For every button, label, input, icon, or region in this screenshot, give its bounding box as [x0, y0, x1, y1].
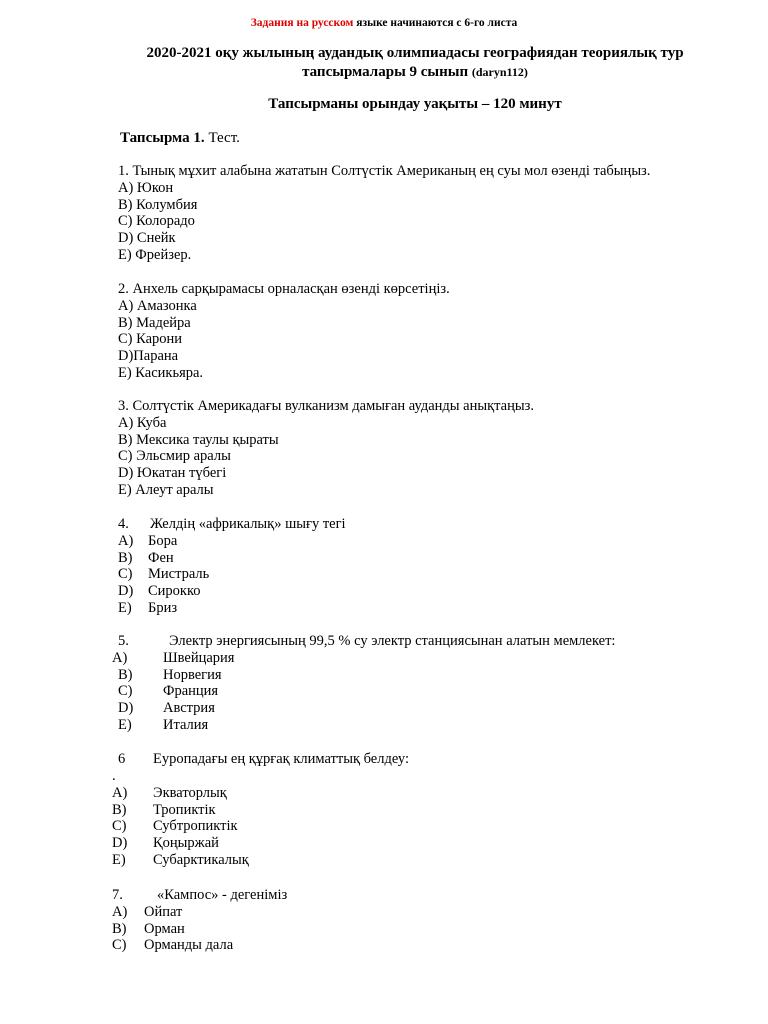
option: D) Снейк: [118, 230, 176, 247]
option-text: Норвегия: [163, 666, 222, 683]
option-letter: B): [118, 549, 133, 566]
option-text: Экваторлық: [153, 784, 227, 801]
option: A) Амазонка: [118, 297, 197, 314]
option: E) Касикьяра.: [118, 364, 204, 381]
question-3: [118, 398, 534, 499]
option: [112, 852, 409, 869]
option: [112, 802, 409, 819]
option-letter: B): [118, 666, 133, 683]
option: [112, 921, 287, 938]
option-text: Субарктикалық: [153, 851, 249, 868]
option: D)Парана: [118, 348, 179, 365]
option: [112, 667, 615, 684]
option: [118, 533, 346, 550]
question-2: [118, 281, 450, 382]
option: [118, 600, 346, 617]
option-text: Тропиктік: [153, 801, 216, 818]
task-label: Тапсырма 1.: [120, 130, 205, 146]
option-letter: C): [112, 937, 127, 954]
stray-dot: .: [112, 767, 116, 784]
option: [118, 550, 346, 567]
option-text: Мистраль: [148, 566, 210, 583]
option: C) Колорадо: [118, 213, 195, 230]
option-text: Фен: [148, 549, 174, 566]
question-7: [112, 887, 287, 954]
option: [112, 683, 615, 700]
title-line-2: [100, 63, 730, 82]
option: B) Колумбия: [118, 196, 198, 213]
question-4: [118, 516, 346, 617]
option: [112, 717, 615, 734]
duration-line: Тапсырманы орындау уақыты – 120 минут: [268, 96, 562, 112]
option: C) Карони: [118, 331, 183, 348]
option-letter: A): [118, 532, 134, 549]
option: E) Алеут аралы: [118, 481, 214, 498]
option: [112, 785, 409, 802]
question-1: [118, 163, 650, 264]
option: [112, 937, 287, 954]
option-letter: B): [112, 920, 127, 937]
option-letter: B): [112, 801, 127, 818]
question-text: 3. Солтүстік Америкадағы вулканизм дамыған ауданды анықтаңыз.: [118, 398, 534, 414]
question-text: [112, 887, 287, 904]
option-letter: E): [118, 599, 132, 616]
option-text: Швейцария: [163, 649, 235, 666]
document-title: [100, 44, 730, 82]
option: [112, 700, 615, 717]
option: B) Мексика таулы қыраты: [118, 431, 279, 448]
option-letter: A): [112, 784, 128, 801]
title-code: (daryn112): [471, 65, 528, 79]
option-text: Субтропиктік: [153, 818, 238, 835]
option-letter: D): [118, 583, 134, 600]
question-5: [112, 633, 615, 734]
option: [112, 650, 615, 667]
option: A) Куба: [118, 414, 167, 431]
option-text: Орман: [144, 920, 185, 937]
option: [118, 566, 346, 583]
option: [112, 904, 287, 921]
option-text: Австрия: [163, 700, 215, 717]
question-text: [112, 751, 409, 768]
question-number: 7.: [112, 887, 123, 903]
title-line-1: 2020-2021 оқу жылының аудандық олимпиадасы географиядан теориялық тур: [146, 45, 684, 61]
question-number: 6: [118, 751, 126, 767]
option-text: Қоңыржай: [153, 835, 219, 852]
option-text: Сирокко: [148, 583, 201, 600]
option-text: Бриз: [148, 599, 178, 616]
option-letter: C): [118, 683, 133, 700]
option-letter: C): [118, 566, 133, 583]
option-text: Орманды дала: [144, 937, 234, 954]
option-letter: A): [112, 649, 128, 666]
question-number: 5.: [118, 633, 129, 649]
option-letter: E): [112, 851, 126, 868]
question-body: «Кампос» - дегеніміз: [157, 887, 288, 903]
option: A) Юкон: [118, 179, 174, 196]
option-letter: D): [118, 700, 134, 717]
question-text: [112, 633, 615, 650]
question-6: [112, 751, 409, 869]
option-letter: D): [112, 835, 128, 852]
question-body: Электр энергиясының 99,5 % су электр станциясынан алатын мемлекет:: [169, 633, 616, 649]
option-letter: E): [118, 716, 132, 733]
option: D) Юкатан түбегі: [118, 465, 227, 482]
option-text: Италия: [163, 716, 209, 733]
language-notice: [0, 17, 768, 29]
option: E) Фрейзер.: [118, 246, 192, 263]
task-type: Тест.: [204, 130, 240, 146]
option-letter: C): [112, 818, 127, 835]
question-text: [118, 516, 346, 533]
question-number: 4.: [118, 516, 129, 532]
question-text: 1. Тынық мұхит алабына жататын Солтүстік Американың ең суы мол өзенді табыңыз.: [118, 163, 651, 179]
notice-red-text: Задания на русском: [250, 17, 354, 29]
task-heading: [120, 130, 240, 147]
option-text: Ойпат: [144, 903, 183, 920]
option: [118, 583, 346, 600]
question-text: 2. Анхель сарқырамасы орналасқан өзенді көрсетіңіз.: [118, 281, 450, 297]
option: [112, 818, 409, 835]
option-letter: A): [112, 903, 128, 920]
option: C) Эльсмир аралы: [118, 448, 231, 465]
option-text: Бора: [148, 532, 178, 549]
notice-text: языке начинаются с 6-го листа: [353, 17, 518, 29]
option-text: Франция: [163, 683, 219, 700]
title-line-2-text: тапсырмалары 9 сынып: [302, 64, 469, 80]
option: [112, 835, 409, 852]
option: B) Мадейра: [118, 314, 191, 331]
question-body: Еуропадағы ең құрғақ климаттық белдеу:: [153, 751, 410, 767]
question-body: Желдің «африкалық» шығу тегі: [150, 516, 346, 532]
